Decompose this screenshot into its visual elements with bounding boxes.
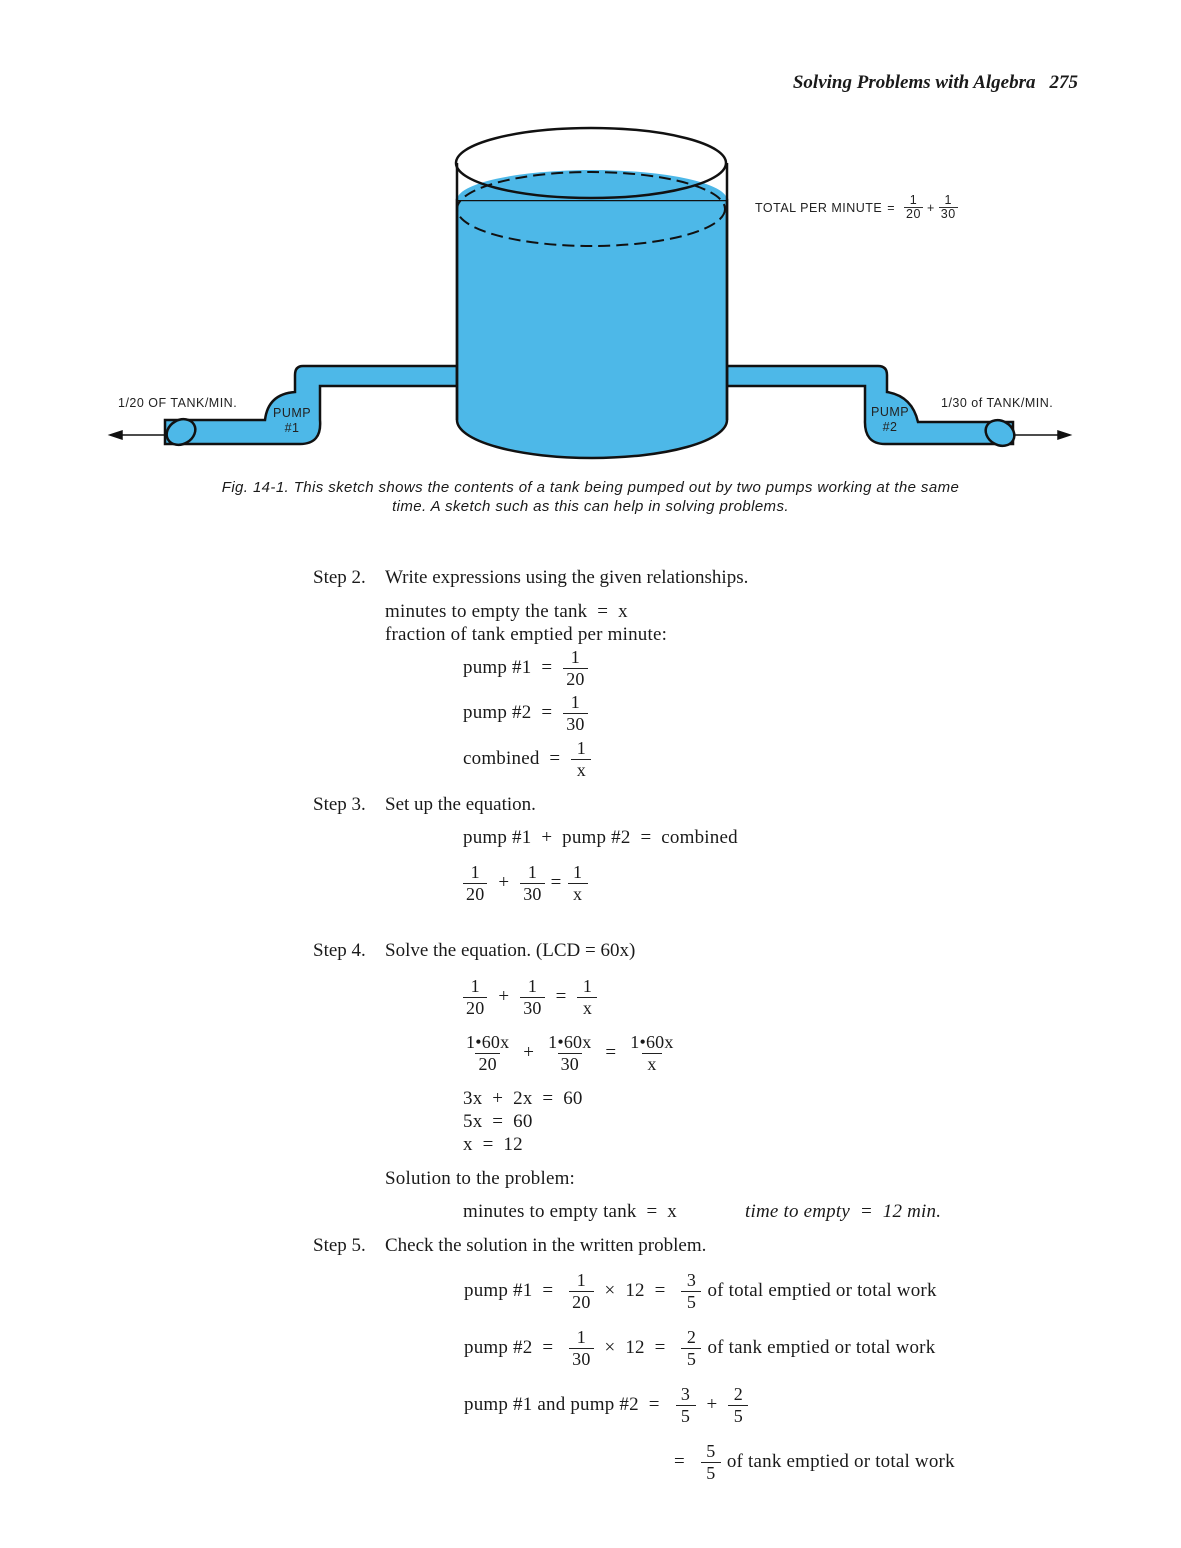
- denominator: 5: [701, 1462, 721, 1484]
- math-text: of tank emptied or total work: [726, 1451, 955, 1472]
- fraction: [681, 1270, 701, 1313]
- numerator: 3: [680, 1383, 691, 1404]
- equation-1: [457, 858, 594, 908]
- numerator: 1: [576, 1269, 586, 1290]
- numerator: 1: [576, 1326, 586, 1347]
- denominator: 5: [681, 1291, 701, 1313]
- math-text: +: [518, 1042, 540, 1063]
- math-text: 3x + 2x = 60: [463, 1088, 583, 1109]
- numerator: 1•60x: [630, 1031, 674, 1052]
- math-text: +: [701, 1394, 723, 1415]
- step-2: Step 2. Write expressions using the given relationships.: [313, 567, 749, 588]
- fraction: [701, 1441, 721, 1484]
- denominator: x: [568, 883, 588, 905]
- step-3: Step 3. Set up the equation.: [313, 794, 536, 815]
- math-text: fraction of tank emptied per minute:: [385, 624, 668, 645]
- math-text: +: [493, 872, 515, 893]
- total-equals: =: [887, 200, 896, 215]
- pump1-label-number: #1: [284, 421, 300, 435]
- denominator: 20: [475, 1053, 499, 1075]
- step-5: Step 5. Check the solution in the written problem.: [313, 1235, 707, 1256]
- fraction: [463, 976, 487, 1019]
- total-fraction-1: $\frac{1}{20}$: [906, 193, 921, 221]
- fraction: [569, 1270, 593, 1313]
- numerator: 1: [470, 861, 480, 882]
- denominator: 5: [728, 1405, 748, 1427]
- pump1-rate-label: 1/20 OF TANK/MIN.: [118, 396, 238, 410]
- math-text: =: [674, 1451, 695, 1472]
- numerator: 1: [572, 861, 583, 882]
- pump1-label: [273, 406, 311, 436]
- denominator: 30: [558, 1053, 582, 1075]
- numerator: 2: [686, 1326, 697, 1347]
- check-total: [674, 1437, 955, 1487]
- step-4: Step 4. Solve the equation. (LCD = 60x): [313, 940, 636, 961]
- math-text: 5x = 60: [463, 1111, 533, 1132]
- denominator: x: [642, 1053, 662, 1075]
- math-text: pump #1 =: [464, 1280, 564, 1301]
- math-text: minutes to empty the tank = x: [385, 601, 628, 622]
- denominator: 30: [563, 713, 587, 735]
- math-text: combined =: [463, 748, 566, 769]
- math-text: pump #2 =: [463, 702, 558, 723]
- numerator: 5: [706, 1440, 716, 1461]
- check-combined: [464, 1380, 754, 1430]
- numerator: 1: [527, 975, 538, 996]
- denominator: 20: [463, 883, 487, 905]
- fraction: [463, 862, 487, 905]
- pump1-label-line: PUMP: [273, 406, 312, 420]
- equation-words: [463, 813, 738, 863]
- math-text: × 12 =: [599, 1337, 676, 1358]
- math-text: pump #1 and pump #2 =: [464, 1394, 670, 1415]
- fraction: [577, 976, 597, 1019]
- pump2-label: [871, 405, 909, 435]
- header-title: Solving Problems with Algebra: [792, 72, 1036, 93]
- fraction: [676, 1384, 696, 1427]
- numerator: 1: [576, 737, 586, 758]
- math-text: =: [550, 986, 572, 1007]
- denominator: 5: [676, 1405, 696, 1427]
- fraction: [545, 1032, 594, 1075]
- fraction: [568, 862, 588, 905]
- fraction: [681, 1327, 701, 1370]
- numerator: 1•60x: [548, 1031, 592, 1052]
- numerator: 1: [570, 691, 580, 712]
- math-text: =: [600, 1042, 622, 1063]
- math-text: +: [493, 986, 515, 1007]
- equation-2: [457, 972, 603, 1022]
- figure-caption-line-2: time. A sketch such as this can help in solving problems.: [392, 498, 789, 515]
- pump2-rate-label: 1/30 of TANK/MIN.: [941, 396, 1054, 410]
- total-plus: +: [926, 200, 935, 215]
- fraction: [520, 976, 544, 1019]
- fraction: [563, 692, 587, 735]
- math-text: pump #2 =: [464, 1337, 564, 1358]
- fraction: [571, 738, 591, 781]
- denominator: 20: [463, 997, 487, 1019]
- math-text: pump #1 + pump #2 = combined: [463, 827, 738, 848]
- numerator: 1: [570, 646, 580, 667]
- check-pump2: [464, 1323, 935, 1373]
- denominator: 20: [563, 668, 587, 690]
- pump1-rate: [463, 643, 594, 693]
- math-text: =: [550, 872, 562, 893]
- pump2-label-number: #2: [882, 420, 898, 434]
- numerator: 1: [470, 975, 480, 996]
- math-text: × 12 =: [599, 1280, 676, 1301]
- check-pump1: [464, 1266, 937, 1316]
- math-text: of total emptied or total work: [707, 1280, 937, 1301]
- fraction: [569, 1327, 593, 1370]
- solution-answer: [745, 1187, 941, 1237]
- math-text: time to empty = 12 min.: [745, 1201, 942, 1222]
- math-text: minutes to empty tank = x: [463, 1201, 678, 1222]
- denominator: x: [571, 759, 591, 781]
- fraction: [520, 862, 544, 905]
- figure-caption-line-1: Fig. 14-1. This sketch shows the contents of a tank being pumped out by two pumps working at the same: [221, 479, 960, 496]
- numerator: 2: [733, 1383, 743, 1404]
- fraction: [563, 647, 587, 690]
- combined-rate: [463, 734, 597, 784]
- math-text: x = 12: [463, 1134, 523, 1155]
- pump2-label-line: PUMP: [871, 405, 910, 419]
- tank-body: [457, 200, 727, 458]
- denominator: x: [577, 997, 597, 1019]
- math-text: pump #1 =: [463, 657, 558, 678]
- total-fraction-2: $\frac{1}{30}$: [940, 193, 956, 221]
- page-number: 275: [1049, 72, 1078, 93]
- total-per-minute: [755, 194, 962, 221]
- solution: [463, 1187, 677, 1237]
- denominator: 30: [520, 883, 544, 905]
- running-header: [793, 72, 1078, 94]
- fraction: [627, 1032, 676, 1075]
- denominator: 30: [569, 1348, 593, 1370]
- numerator: 1: [527, 861, 538, 882]
- numerator: 1•60x: [466, 1031, 510, 1052]
- fraction: [728, 1384, 748, 1427]
- numerator: 3: [686, 1269, 697, 1290]
- equation-3: [457, 1028, 683, 1078]
- fraction: [463, 1032, 512, 1075]
- denominator: 30: [520, 997, 544, 1019]
- math-text: of tank emptied or total work: [707, 1337, 936, 1358]
- total-label: TOTAL PER MINUTE: [755, 200, 883, 215]
- numerator: 1: [582, 975, 593, 996]
- math-text: Solution to the problem:: [385, 1168, 576, 1189]
- pump2-rate: [463, 688, 594, 738]
- denominator: 20: [569, 1291, 593, 1313]
- denominator: 5: [681, 1348, 701, 1370]
- right-outlet: [981, 415, 1019, 451]
